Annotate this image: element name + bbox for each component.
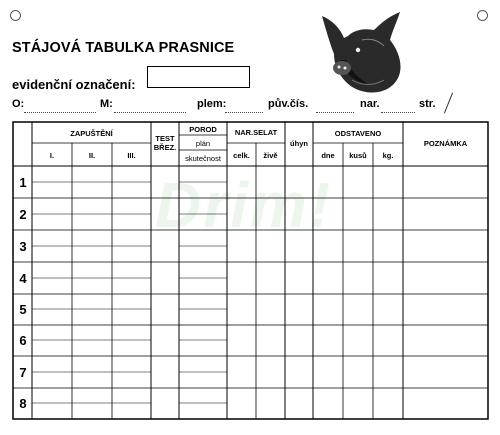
header-zapusteni-I: I. [49,151,55,160]
row-number: 7 [19,365,27,380]
row-number: 2 [19,207,27,222]
header-narselat: NAR.SELAT [234,128,278,137]
header-poznamka: POZNÁMKA [423,139,468,148]
field-str-label: str. [419,98,436,110]
row-number: 8 [19,396,27,411]
header-zapusteni-II: II. [88,151,96,160]
field-nar-label: nar. [360,98,380,110]
header-zapusteni: ZAPUŠTĚNÍ [70,129,113,138]
header-kusu: kusů [349,151,367,160]
header-porod-skutecnost: skutečnost [185,154,221,163]
row-number: 4 [19,271,27,286]
header-porod: POROD [189,125,217,134]
row-number: 3 [19,239,27,254]
header-porod-plan: plán [195,139,211,148]
field-puv-label: pův.čís. [268,98,309,110]
header-dne: dne [321,151,335,160]
row-number: 6 [19,333,27,348]
watermark-logo: Drim! [155,169,333,241]
header-celk: celk. [233,151,250,160]
header-test: TEST [155,134,175,143]
field-m-label: M: [100,98,113,110]
header-uhyn: úhyn [290,139,308,148]
header-kg: kg. [382,151,394,160]
field-o-label: O: [12,98,25,110]
row-number: 5 [19,302,27,317]
form-title: STÁJOVÁ TABULKA PRASNICE [12,40,235,56]
header-odstaveno: ODSTAVENO [334,129,382,138]
header-zapusteni-III: III. [127,151,136,160]
evid-label: evidenční označení: [12,77,136,92]
header-zive: živě [263,151,278,160]
row-number: 1 [19,175,27,190]
header-brez: BŘEZ. [153,143,177,152]
field-plem-label: plem: [197,98,227,110]
